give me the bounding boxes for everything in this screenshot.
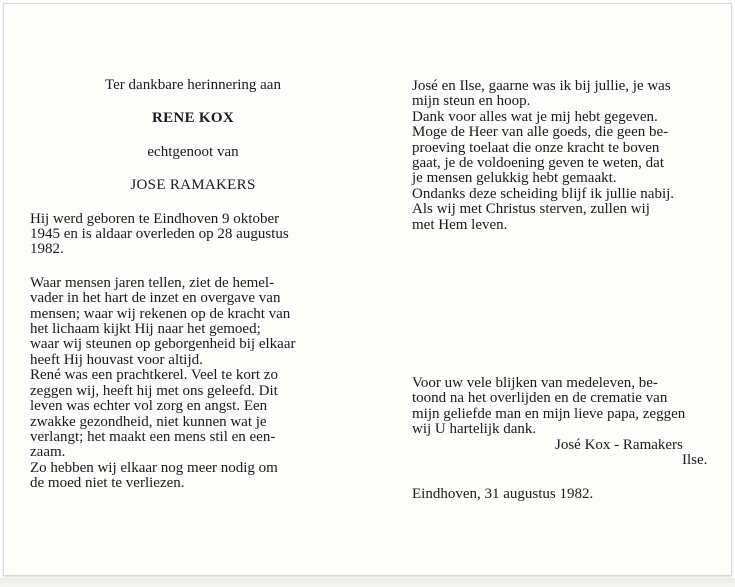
bio-line: 1945 en is aldaar overleden op 28 augustus <box>30 226 289 243</box>
farewell-message <box>412 79 734 233</box>
verse-line: leven was echter vol zorg en angst. Een <box>30 398 268 415</box>
thanks-line: Voor uw vele blijken van medeleven, be- <box>412 375 658 392</box>
bio-line: 1982. <box>30 241 64 258</box>
verse-paragraph-3 <box>30 461 356 492</box>
signer-child: Ilse. <box>682 452 708 469</box>
message-line: mijn steun en hoop. <box>412 93 531 110</box>
relation-text: echtgenoot van <box>147 143 239 160</box>
dedication-header: Ter dankbare herinnering aan <box>105 77 281 93</box>
scan-shadow <box>0 578 735 587</box>
verse-line: zwakke gezondheid, niet kunnen wat je <box>30 413 267 430</box>
verse-line: Zo hebben wij elkaar nog meer nodig om <box>30 459 278 476</box>
signer-name: José Kox - Ramakers <box>555 436 683 453</box>
message-line: je mensen gelukkig hebt gemaakt. <box>412 170 617 187</box>
verse-line: heeft Hij houvast voor altijd. <box>30 351 203 368</box>
verse-line: zaam. <box>30 444 66 461</box>
verse-line: verlangt; het maakt een mens stil en een- <box>30 428 276 445</box>
message-line: Als wij met Christus sterven, zullen wij <box>412 201 650 218</box>
message-line: Ondanks deze scheiding blijf ik jullie nabij. <box>412 185 675 202</box>
thanks-line: wij U hartelijk dank. <box>412 421 537 438</box>
message-line: met Hem leven. <box>412 216 508 233</box>
message-line: Moge de Heer van alle goeds, die geen be- <box>412 124 669 141</box>
bio-line: Hij werd geboren te Eindhoven 9 oktober <box>30 210 280 227</box>
left-panel <box>30 78 356 492</box>
verse-paragraph-1 <box>30 276 356 368</box>
message-line: Dank voor alles wat je mij hebt gegeven. <box>412 108 658 125</box>
verse-line: de moed niet te verliezen. <box>30 475 185 492</box>
thanks-line: toond na het overlijden en de crematie van <box>412 390 668 407</box>
verse-line: waar wij steunen op geborgenheid bij elkaar <box>30 336 296 353</box>
place-date: Eindhoven, 31 augustus 1982. <box>412 485 594 502</box>
message-line: José en Ilse, gaarne was ik bij jullie, je was <box>412 78 671 94</box>
deceased-name: RENE KOX <box>152 110 234 127</box>
verse-line: vader in het hart de inzet en overgave van <box>30 290 281 307</box>
thanks-paragraph <box>412 376 734 438</box>
verse-line: Waar mensen jaren tellen, ziet de hemel- <box>30 274 275 291</box>
bio-paragraph <box>30 212 356 258</box>
verse-line: mensen; waar wij rekenen op de kracht van <box>30 305 291 322</box>
message-line: proeving toelaat die onze kracht te boven <box>412 139 660 156</box>
verse-line: René was een prachtkerel. Veel te kort zo <box>30 367 278 384</box>
verse-paragraph-2 <box>30 368 356 460</box>
verse-line: het lichaam kijkt Hij naar het gemoed; <box>30 321 261 338</box>
verse-line: zeggen wij, heeft hij met ons geleefd. Dit <box>30 382 278 399</box>
right-panel <box>412 79 734 502</box>
thanks-line: mijn geliefde man en mijn lieve papa, zeggen <box>412 405 686 422</box>
message-line: gaat, je de voldoening geven te weten, dat <box>412 155 664 172</box>
spouse-name: JOSE RAMAKERS <box>130 177 256 194</box>
